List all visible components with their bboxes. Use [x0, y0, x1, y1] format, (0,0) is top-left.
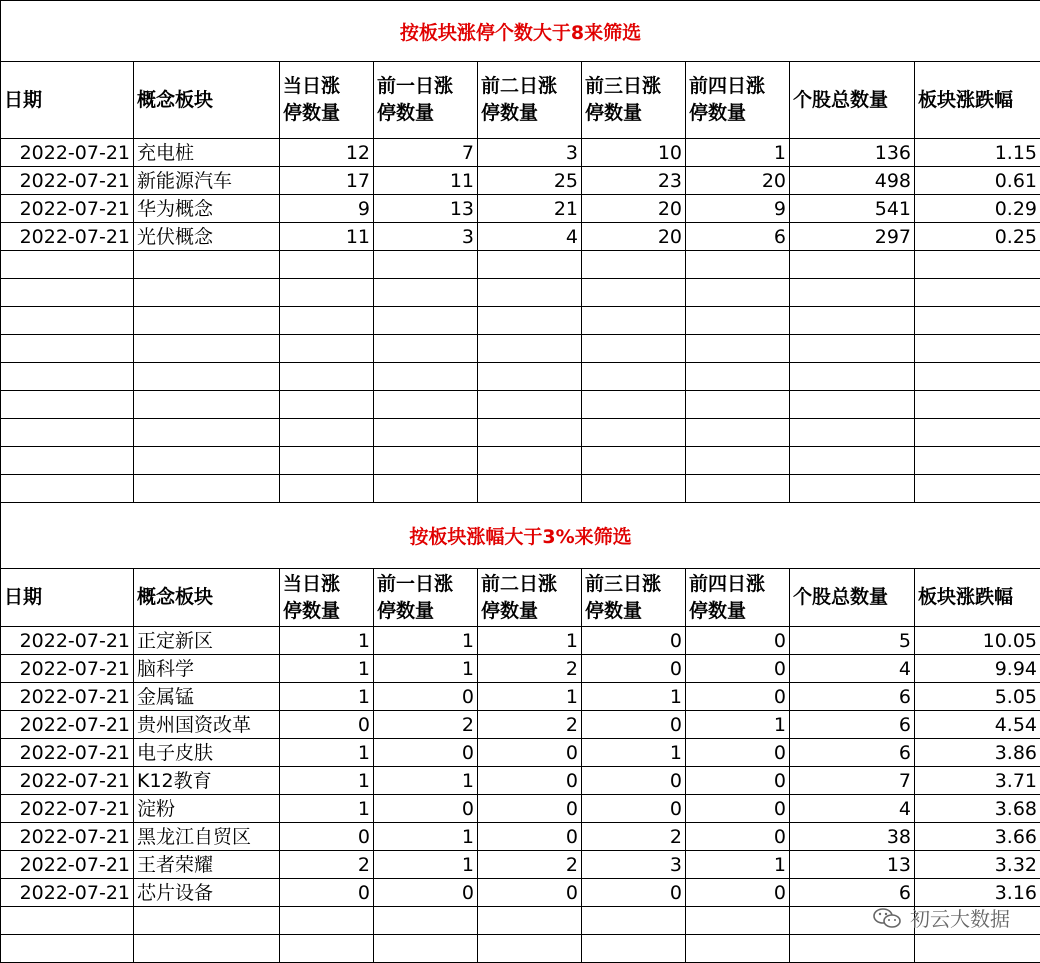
- empty-cell[interactable]: [582, 335, 686, 363]
- table-cell[interactable]: 0: [374, 879, 478, 907]
- table-cell[interactable]: 1.15: [915, 139, 1040, 167]
- empty-cell[interactable]: [686, 447, 790, 475]
- table-row: [1, 739, 1040, 767]
- table-cell[interactable]: 1: [686, 139, 790, 167]
- empty-cell[interactable]: [134, 363, 280, 391]
- table-cell[interactable]: 电子皮肤: [134, 739, 280, 767]
- table-cell[interactable]: 0: [478, 767, 582, 795]
- empty-cell[interactable]: [374, 419, 478, 447]
- empty-cell[interactable]: [915, 307, 1040, 335]
- empty-cell[interactable]: [1, 935, 134, 963]
- empty-cell[interactable]: [790, 475, 915, 503]
- section2-header-cell[interactable]: 个股总数量: [790, 569, 915, 627]
- empty-cell[interactable]: [280, 447, 374, 475]
- table-cell[interactable]: 13: [790, 851, 915, 879]
- table-cell[interactable]: 20: [582, 195, 686, 223]
- table-cell[interactable]: 9: [280, 195, 374, 223]
- table-cell[interactable]: 2022-07-21: [1, 223, 134, 251]
- section2-header-cell[interactable]: 前四日涨 停数量: [686, 569, 790, 627]
- table-cell[interactable]: 充电桩: [134, 139, 280, 167]
- table-cell[interactable]: 3: [374, 223, 478, 251]
- table-cell[interactable]: 0: [686, 683, 790, 711]
- table-cell[interactable]: 2022-07-21: [1, 711, 134, 739]
- section1-header-cell[interactable]: 前三日涨 停数量: [582, 62, 686, 139]
- table-cell[interactable]: 6: [790, 739, 915, 767]
- empty-cell[interactable]: [280, 335, 374, 363]
- empty-cell[interactable]: [478, 475, 582, 503]
- empty-row: [1, 447, 1040, 475]
- table-cell[interactable]: 0.25: [915, 223, 1040, 251]
- table-cell[interactable]: 1: [686, 711, 790, 739]
- section2-header-cell[interactable]: 前三日涨 停数量: [582, 569, 686, 627]
- table-cell[interactable]: 0: [478, 879, 582, 907]
- table-cell[interactable]: 10: [582, 139, 686, 167]
- table-cell[interactable]: 0: [582, 767, 686, 795]
- empty-cell[interactable]: [582, 475, 686, 503]
- empty-cell[interactable]: [478, 419, 582, 447]
- table-cell[interactable]: 0: [686, 879, 790, 907]
- empty-cell[interactable]: [686, 363, 790, 391]
- empty-cell[interactable]: [790, 363, 915, 391]
- empty-cell[interactable]: [478, 335, 582, 363]
- section2-header-cell[interactable]: 前二日涨 停数量: [478, 569, 582, 627]
- section1-header-cell[interactable]: 前二日涨 停数量: [478, 62, 582, 139]
- table-cell[interactable]: 1: [280, 683, 374, 711]
- empty-cell[interactable]: [582, 419, 686, 447]
- table-cell[interactable]: 2022-07-21: [1, 139, 134, 167]
- table-cell[interactable]: 正定新区: [134, 627, 280, 655]
- empty-row: [1, 935, 1040, 963]
- empty-cell[interactable]: [478, 907, 582, 935]
- table-cell[interactable]: 0: [686, 767, 790, 795]
- table-cell[interactable]: 1: [280, 739, 374, 767]
- table-cell[interactable]: 淀粉: [134, 795, 280, 823]
- empty-cell[interactable]: [686, 335, 790, 363]
- empty-cell[interactable]: [478, 251, 582, 279]
- table-cell[interactable]: 6: [790, 683, 915, 711]
- empty-cell[interactable]: [374, 935, 478, 963]
- table-cell[interactable]: 0: [582, 879, 686, 907]
- table-row: [1, 795, 1040, 823]
- table-cell[interactable]: 13: [374, 195, 478, 223]
- empty-row: [1, 335, 1040, 363]
- empty-cell[interactable]: [478, 307, 582, 335]
- empty-cell[interactable]: [134, 391, 280, 419]
- empty-cell[interactable]: [280, 907, 374, 935]
- empty-cell[interactable]: [134, 307, 280, 335]
- section1-header-cell[interactable]: 日期: [1, 62, 134, 139]
- section2-title[interactable]: 按板块涨幅大于3%来筛选: [1, 503, 1040, 569]
- table-cell[interactable]: 3.16: [915, 879, 1040, 907]
- table-cell[interactable]: 136: [790, 139, 915, 167]
- empty-cell[interactable]: [374, 907, 478, 935]
- empty-cell[interactable]: [134, 475, 280, 503]
- table-cell[interactable]: 498: [790, 167, 915, 195]
- table-cell[interactable]: 2: [478, 711, 582, 739]
- table-cell[interactable]: 3.66: [915, 823, 1040, 851]
- table-cell[interactable]: 17: [280, 167, 374, 195]
- empty-cell[interactable]: [686, 279, 790, 307]
- empty-cell[interactable]: [478, 391, 582, 419]
- empty-cell[interactable]: [280, 279, 374, 307]
- empty-cell[interactable]: [790, 391, 915, 419]
- empty-cell[interactable]: [1, 307, 134, 335]
- table-cell[interactable]: 贵州国资改革: [134, 711, 280, 739]
- table-cell[interactable]: 2: [478, 851, 582, 879]
- empty-cell[interactable]: [134, 251, 280, 279]
- empty-cell[interactable]: [915, 391, 1040, 419]
- empty-cell[interactable]: [478, 447, 582, 475]
- table-cell[interactable]: 21: [478, 195, 582, 223]
- table-cell[interactable]: 0: [686, 823, 790, 851]
- empty-cell[interactable]: [280, 475, 374, 503]
- empty-cell[interactable]: [280, 391, 374, 419]
- table-cell[interactable]: 0: [478, 795, 582, 823]
- empty-cell[interactable]: [915, 251, 1040, 279]
- table-cell[interactable]: 1: [280, 627, 374, 655]
- empty-cell[interactable]: [790, 279, 915, 307]
- table-cell[interactable]: 金属锰: [134, 683, 280, 711]
- empty-cell[interactable]: [686, 307, 790, 335]
- table-cell[interactable]: 1: [280, 795, 374, 823]
- empty-cell[interactable]: [280, 307, 374, 335]
- empty-cell[interactable]: [790, 307, 915, 335]
- table-cell[interactable]: 38: [790, 823, 915, 851]
- table-cell[interactable]: 5: [790, 627, 915, 655]
- empty-row: [1, 279, 1040, 307]
- table-cell[interactable]: K12教育: [134, 767, 280, 795]
- table-cell[interactable]: 541: [790, 195, 915, 223]
- table-cell[interactable]: 11: [374, 167, 478, 195]
- section1-title[interactable]: 按板块涨停个数大于8来筛选: [1, 1, 1040, 62]
- empty-cell[interactable]: [915, 447, 1040, 475]
- table-cell[interactable]: 2: [478, 655, 582, 683]
- table-cell[interactable]: 23: [582, 167, 686, 195]
- table-cell[interactable]: 2022-07-21: [1, 879, 134, 907]
- empty-cell[interactable]: [374, 447, 478, 475]
- table-cell[interactable]: 9.94: [915, 655, 1040, 683]
- empty-cell[interactable]: [1, 279, 134, 307]
- section1-header-cell[interactable]: 前四日涨 停数量: [686, 62, 790, 139]
- table-cell[interactable]: 4: [790, 655, 915, 683]
- table-cell[interactable]: 3.32: [915, 851, 1040, 879]
- section2-header-cell[interactable]: 当日涨 停数量: [280, 569, 374, 627]
- table-cell[interactable]: 6: [686, 223, 790, 251]
- table-cell[interactable]: 4.54: [915, 711, 1040, 739]
- empty-cell[interactable]: [134, 907, 280, 935]
- empty-cell[interactable]: [915, 363, 1040, 391]
- empty-cell[interactable]: [478, 279, 582, 307]
- empty-cell[interactable]: [686, 935, 790, 963]
- empty-cell[interactable]: [280, 251, 374, 279]
- empty-cell[interactable]: [790, 419, 915, 447]
- table-cell[interactable]: 0: [374, 683, 478, 711]
- table-cell[interactable]: 3: [478, 139, 582, 167]
- empty-cell[interactable]: [790, 447, 915, 475]
- table-cell[interactable]: 0: [374, 795, 478, 823]
- table-row: [1, 627, 1040, 655]
- table-row: [1, 655, 1040, 683]
- watermark-text: 初云大数据: [910, 903, 1010, 932]
- table-cell[interactable]: 3.68: [915, 795, 1040, 823]
- empty-cell[interactable]: [1, 447, 134, 475]
- empty-cell[interactable]: [686, 391, 790, 419]
- empty-cell[interactable]: [1, 363, 134, 391]
- empty-cell[interactable]: [374, 363, 478, 391]
- empty-cell[interactable]: [915, 335, 1040, 363]
- table-cell[interactable]: 1: [280, 655, 374, 683]
- empty-cell[interactable]: [686, 419, 790, 447]
- empty-cell[interactable]: [1, 335, 134, 363]
- empty-cell[interactable]: [134, 419, 280, 447]
- table-row: [1, 139, 1040, 167]
- table-cell[interactable]: 0: [478, 823, 582, 851]
- empty-cell[interactable]: [915, 419, 1040, 447]
- section2-header-cell[interactable]: 日期: [1, 569, 134, 627]
- empty-row: [1, 391, 1040, 419]
- table-cell[interactable]: 297: [790, 223, 915, 251]
- empty-cell[interactable]: [790, 935, 915, 963]
- table-cell[interactable]: 5.05: [915, 683, 1040, 711]
- table-cell[interactable]: 1: [374, 823, 478, 851]
- empty-cell[interactable]: [374, 307, 478, 335]
- table-cell[interactable]: 4: [790, 795, 915, 823]
- empty-cell[interactable]: [582, 363, 686, 391]
- empty-cell[interactable]: [915, 935, 1040, 963]
- empty-cell[interactable]: [582, 935, 686, 963]
- section2-header-cell[interactable]: 板块涨跌幅: [915, 569, 1040, 627]
- table-cell[interactable]: 2022-07-21: [1, 823, 134, 851]
- table-cell[interactable]: 12: [280, 139, 374, 167]
- table-cell[interactable]: 7: [374, 139, 478, 167]
- empty-cell[interactable]: [1, 907, 134, 935]
- empty-cell[interactable]: [134, 335, 280, 363]
- empty-cell[interactable]: [374, 335, 478, 363]
- empty-cell[interactable]: [374, 475, 478, 503]
- wechat-icon: [872, 906, 902, 930]
- empty-cell[interactable]: [686, 251, 790, 279]
- table-cell[interactable]: 3.86: [915, 739, 1040, 767]
- empty-row: [1, 363, 1040, 391]
- table-cell[interactable]: 1: [374, 851, 478, 879]
- empty-cell[interactable]: [582, 251, 686, 279]
- table-cell[interactable]: 4: [478, 223, 582, 251]
- empty-cell[interactable]: [134, 279, 280, 307]
- empty-row: [1, 475, 1040, 503]
- empty-row: [1, 307, 1040, 335]
- section2-header-cell[interactable]: 前一日涨 停数量: [374, 569, 478, 627]
- empty-cell[interactable]: [1, 251, 134, 279]
- table-cell[interactable]: 0: [582, 795, 686, 823]
- table-cell[interactable]: 20: [686, 167, 790, 195]
- section1-header-cell[interactable]: 前一日涨 停数量: [374, 62, 478, 139]
- empty-cell[interactable]: [134, 935, 280, 963]
- table-cell[interactable]: 2: [374, 711, 478, 739]
- empty-cell[interactable]: [134, 447, 280, 475]
- table-cell[interactable]: 1: [374, 767, 478, 795]
- empty-cell[interactable]: [374, 391, 478, 419]
- empty-cell[interactable]: [1, 419, 134, 447]
- table-row: [1, 711, 1040, 739]
- table-row: [1, 195, 1040, 223]
- table-cell[interactable]: 10.05: [915, 627, 1040, 655]
- table-cell[interactable]: 0: [374, 739, 478, 767]
- table-cell[interactable]: 9: [686, 195, 790, 223]
- table-cell[interactable]: 3.71: [915, 767, 1040, 795]
- table-cell[interactable]: 0: [686, 739, 790, 767]
- table-row: [1, 851, 1040, 879]
- section2-title-row: [1, 503, 1040, 569]
- table-cell[interactable]: 新能源汽车: [134, 167, 280, 195]
- empty-cell[interactable]: [1, 391, 134, 419]
- table-cell[interactable]: 0: [280, 823, 374, 851]
- table-cell[interactable]: 11: [280, 223, 374, 251]
- empty-cell[interactable]: [582, 447, 686, 475]
- section2-header-row: [1, 569, 1040, 627]
- table-cell[interactable]: 20: [582, 223, 686, 251]
- empty-row: [1, 419, 1040, 447]
- table-cell[interactable]: 0: [280, 711, 374, 739]
- table-cell[interactable]: 1: [478, 683, 582, 711]
- empty-cell[interactable]: [686, 907, 790, 935]
- table-cell[interactable]: 2: [280, 851, 374, 879]
- table-cell[interactable]: 6: [790, 711, 915, 739]
- table-row: [1, 683, 1040, 711]
- empty-cell[interactable]: [915, 279, 1040, 307]
- table-cell[interactable]: 6: [790, 879, 915, 907]
- table-cell[interactable]: 0.29: [915, 195, 1040, 223]
- empty-cell[interactable]: [478, 935, 582, 963]
- section2-header-cell[interactable]: 概念板块: [134, 569, 280, 627]
- table-cell[interactable]: 2022-07-21: [1, 195, 134, 223]
- empty-row: [1, 251, 1040, 279]
- table-row: [1, 223, 1040, 251]
- empty-cell[interactable]: [280, 363, 374, 391]
- table-cell[interactable]: 2022-07-21: [1, 739, 134, 767]
- table-cell[interactable]: 2022-07-21: [1, 767, 134, 795]
- table-cell[interactable]: 0: [582, 711, 686, 739]
- table-cell[interactable]: 1: [280, 767, 374, 795]
- empty-cell[interactable]: [686, 475, 790, 503]
- empty-cell[interactable]: [915, 475, 1040, 503]
- empty-cell[interactable]: [790, 251, 915, 279]
- table-cell[interactable]: 7: [790, 767, 915, 795]
- empty-cell[interactable]: [280, 935, 374, 963]
- table-cell[interactable]: 0: [582, 627, 686, 655]
- section1-title-row: [1, 1, 1040, 62]
- table-cell[interactable]: 脑科学: [134, 655, 280, 683]
- table-cell[interactable]: 1: [686, 851, 790, 879]
- table-cell[interactable]: 2022-07-21: [1, 627, 134, 655]
- empty-cell[interactable]: [582, 907, 686, 935]
- table-cell[interactable]: 1: [478, 627, 582, 655]
- empty-cell[interactable]: [790, 335, 915, 363]
- empty-cell[interactable]: [582, 279, 686, 307]
- table-row: [1, 767, 1040, 795]
- section1-header-cell[interactable]: 板块涨跌幅: [915, 62, 1040, 139]
- table-cell[interactable]: 1: [582, 739, 686, 767]
- table-row: [1, 167, 1040, 195]
- table-cell[interactable]: 0: [280, 879, 374, 907]
- table-cell[interactable]: 0: [686, 795, 790, 823]
- table-cell[interactable]: 芯片设备: [134, 879, 280, 907]
- table-cell[interactable]: 0: [478, 739, 582, 767]
- table-cell[interactable]: 2022-07-21: [1, 167, 134, 195]
- table-cell[interactable]: 1: [582, 683, 686, 711]
- table-cell[interactable]: 0.61: [915, 167, 1040, 195]
- table-cell[interactable]: 2: [582, 823, 686, 851]
- table-cell[interactable]: 0: [686, 627, 790, 655]
- table-cell[interactable]: 光伏概念: [134, 223, 280, 251]
- empty-cell[interactable]: [374, 251, 478, 279]
- table-cell[interactable]: 2022-07-21: [1, 795, 134, 823]
- table-cell[interactable]: 3: [582, 851, 686, 879]
- empty-cell[interactable]: [582, 391, 686, 419]
- empty-cell[interactable]: [1, 475, 134, 503]
- table-cell[interactable]: 黑龙江自贸区: [134, 823, 280, 851]
- table-cell[interactable]: 1: [374, 627, 478, 655]
- table-cell[interactable]: 华为概念: [134, 195, 280, 223]
- section1-header-row: [1, 62, 1040, 139]
- table-cell[interactable]: 2022-07-21: [1, 655, 134, 683]
- empty-cell[interactable]: [374, 279, 478, 307]
- table-cell[interactable]: 1: [374, 655, 478, 683]
- table-cell[interactable]: 25: [478, 167, 582, 195]
- section1-header-cell[interactable]: 当日涨 停数量: [280, 62, 374, 139]
- watermark: [872, 903, 1010, 932]
- empty-cell[interactable]: [478, 363, 582, 391]
- table-cell[interactable]: 王者荣耀: [134, 851, 280, 879]
- table-cell[interactable]: 0: [686, 655, 790, 683]
- table-cell[interactable]: 2022-07-21: [1, 851, 134, 879]
- table-row: [1, 823, 1040, 851]
- table-cell[interactable]: 2022-07-21: [1, 683, 134, 711]
- table-cell[interactable]: 0: [582, 655, 686, 683]
- section1-header-cell[interactable]: 概念板块: [134, 62, 280, 139]
- empty-cell[interactable]: [582, 307, 686, 335]
- section1-header-cell[interactable]: 个股总数量: [790, 62, 915, 139]
- empty-cell[interactable]: [280, 419, 374, 447]
